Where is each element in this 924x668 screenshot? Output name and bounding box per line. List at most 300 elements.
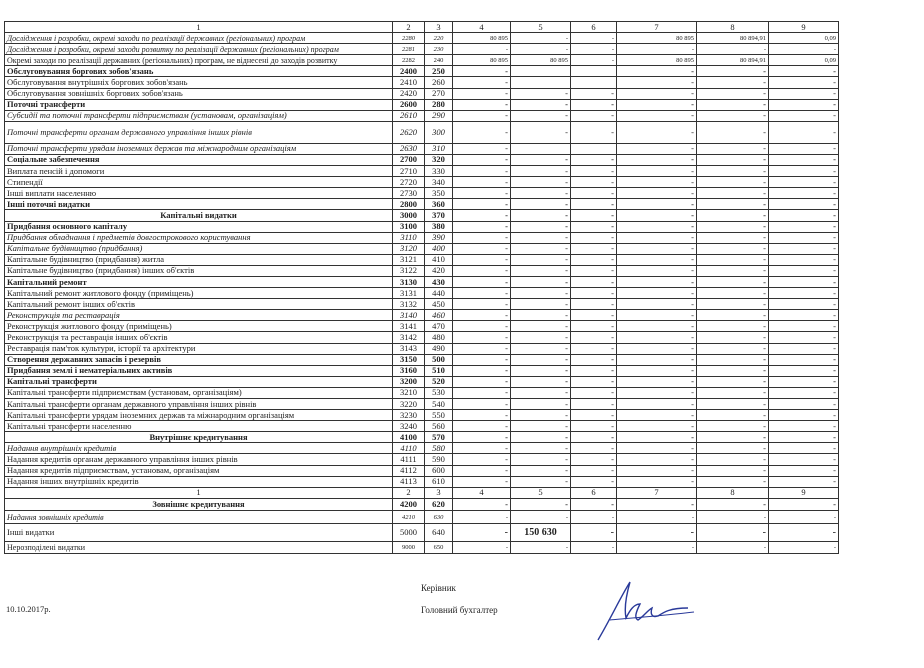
row-value: -	[697, 221, 769, 232]
row-value: -	[453, 88, 511, 99]
row-name: Надання інших внутрішніх кредитів	[5, 476, 393, 487]
row-code: 4113	[393, 476, 425, 487]
row-value: -	[571, 265, 617, 276]
column-number: 5	[511, 22, 571, 33]
row-line-number: 590	[425, 454, 453, 465]
row-value: -	[769, 110, 839, 121]
row-value: -	[617, 99, 697, 110]
table-row	[5, 243, 839, 254]
row-value: -	[511, 33, 571, 44]
row-line-number: 380	[425, 221, 453, 232]
row-code: 3142	[393, 332, 425, 343]
row-value: -	[453, 166, 511, 177]
row-name: Капітальний ремонт житлового фонду (приміщень)	[5, 288, 393, 299]
table-row	[5, 454, 839, 465]
row-code: 4210	[393, 511, 425, 524]
row-value: -	[617, 410, 697, 421]
row-value: -	[571, 44, 617, 55]
row-name: Капітальний ремонт	[5, 276, 393, 287]
row-value: -	[617, 511, 697, 524]
table-row	[5, 33, 839, 44]
row-value: -	[453, 454, 511, 465]
row-value: -	[511, 299, 571, 310]
row-code: 4110	[393, 443, 425, 454]
row-value: -	[769, 77, 839, 88]
row-value: -	[697, 310, 769, 321]
row-value: -	[617, 310, 697, 321]
row-value: -	[571, 498, 617, 511]
row-line-number: 490	[425, 343, 453, 354]
row-value: 80 895	[453, 33, 511, 44]
row-value: -	[571, 88, 617, 99]
row-name: Капітальні трансферти урядам іноземних держав та міжнародним організаціям	[5, 410, 393, 421]
row-name: Капітальний ремонт інших об'єктів	[5, 299, 393, 310]
row-name: Капітальні трансферти	[5, 376, 393, 387]
row-value: -	[511, 232, 571, 243]
table-row	[5, 288, 839, 299]
row-line-number: 330	[425, 166, 453, 177]
row-value: -	[617, 376, 697, 387]
row-value: -	[571, 310, 617, 321]
row-value: -	[453, 498, 511, 511]
row-name: Надання зовнішніх кредитів	[5, 511, 393, 524]
row-value	[511, 66, 571, 77]
row-name: Окремі заходи по реалізації державних (регіональних) програм, не віднесені до заходів розвитку	[5, 55, 393, 66]
row-value: -	[571, 332, 617, 343]
column-number: 3	[425, 487, 453, 498]
row-code: 3120	[393, 243, 425, 254]
row-value: -	[769, 66, 839, 77]
row-value: -	[617, 154, 697, 165]
row-value: -	[511, 288, 571, 299]
row-value: -	[769, 232, 839, 243]
row-value: -	[769, 188, 839, 199]
chief-accountant-label: Головний бухгалтер	[421, 605, 498, 615]
row-value: -	[617, 166, 697, 177]
row-value: -	[769, 541, 839, 554]
row-line-number: 630	[425, 511, 453, 524]
table-row	[5, 465, 839, 476]
row-name: Реставрація пам'ток культури, історії та архітектури	[5, 343, 393, 354]
row-value: -	[453, 365, 511, 376]
row-line-number: 240	[425, 55, 453, 66]
row-code: 2720	[393, 177, 425, 188]
row-value: 0,09	[769, 33, 839, 44]
row-value: -	[571, 432, 617, 443]
table-row	[5, 343, 839, 354]
row-value: -	[617, 254, 697, 265]
column-number: 9	[769, 487, 839, 498]
row-value: -	[769, 399, 839, 410]
row-line-number: 570	[425, 432, 453, 443]
row-name: Капітальні трансферти підприємствам (установам, організаціям)	[5, 387, 393, 398]
row-value: -	[769, 332, 839, 343]
row-value: -	[697, 88, 769, 99]
row-code: 2420	[393, 88, 425, 99]
row-value: -	[769, 299, 839, 310]
row-line-number: 520	[425, 376, 453, 387]
table-row	[5, 276, 839, 287]
row-value: 80 895	[453, 55, 511, 66]
row-code: 4111	[393, 454, 425, 465]
row-code: 2400	[393, 66, 425, 77]
row-value: -	[617, 541, 697, 554]
row-name: Капітальне будівництво (придбання) житла	[5, 254, 393, 265]
row-value: -	[617, 399, 697, 410]
row-value: -	[697, 254, 769, 265]
row-value: -	[571, 33, 617, 44]
row-value: -	[571, 210, 617, 221]
row-value: -	[769, 365, 839, 376]
row-name: Соціальне забезпечення	[5, 154, 393, 165]
row-code: 3240	[393, 421, 425, 432]
row-line-number: 320	[425, 154, 453, 165]
row-value: -	[769, 511, 839, 524]
row-value: -	[453, 354, 511, 365]
row-value: -	[769, 210, 839, 221]
row-name: Інші виплати населенню	[5, 188, 393, 199]
row-name: Придбання основного капіталу	[5, 221, 393, 232]
row-value: -	[511, 354, 571, 365]
row-value: -	[571, 465, 617, 476]
row-name: Зовнішнє кредитування	[5, 498, 393, 511]
row-value: -	[511, 376, 571, 387]
row-value: -	[571, 243, 617, 254]
row-value: -	[453, 44, 511, 55]
table-row	[5, 498, 839, 511]
table-row	[5, 511, 839, 524]
row-code: 3220	[393, 399, 425, 410]
row-value: -	[453, 399, 511, 410]
row-value: -	[453, 310, 511, 321]
row-value: -	[769, 99, 839, 110]
table-row	[5, 399, 839, 410]
row-value: -	[453, 99, 511, 110]
row-value: -	[571, 354, 617, 365]
row-value: -	[453, 199, 511, 210]
table-row	[5, 410, 839, 421]
row-code: 9000	[393, 541, 425, 554]
row-line-number: 560	[425, 421, 453, 432]
row-value: -	[453, 66, 511, 77]
row-value: -	[511, 321, 571, 332]
row-value: -	[453, 121, 511, 143]
column-number: 5	[511, 487, 571, 498]
row-value: -	[511, 432, 571, 443]
row-value: -	[617, 143, 697, 154]
row-line-number: 540	[425, 399, 453, 410]
row-value: -	[453, 541, 511, 554]
row-value: -	[571, 421, 617, 432]
row-value: -	[617, 265, 697, 276]
row-code: 3100	[393, 221, 425, 232]
row-value: -	[697, 511, 769, 524]
row-value: -	[571, 321, 617, 332]
row-value: 80 895	[617, 55, 697, 66]
row-code: 2630	[393, 143, 425, 154]
table-row	[5, 523, 839, 541]
column-number: 8	[697, 487, 769, 498]
row-value: -	[697, 454, 769, 465]
row-name: Реконструкція та реставрація	[5, 310, 393, 321]
row-value: -	[769, 143, 839, 154]
row-value: -	[511, 511, 571, 524]
row-name: Інші видатки	[5, 523, 393, 541]
column-number-row	[5, 22, 839, 33]
row-value: -	[453, 265, 511, 276]
column-number: 2	[393, 487, 425, 498]
row-value: -	[617, 88, 697, 99]
row-line-number: 530	[425, 387, 453, 398]
row-value: -	[617, 243, 697, 254]
table-row	[5, 421, 839, 432]
row-value	[571, 66, 617, 77]
row-value: -	[571, 443, 617, 454]
row-value: -	[617, 210, 697, 221]
row-value: -	[769, 443, 839, 454]
row-value: -	[697, 321, 769, 332]
table-row	[5, 299, 839, 310]
row-value	[571, 77, 617, 88]
row-value: -	[453, 387, 511, 398]
row-value: 0,09	[769, 55, 839, 66]
row-value: -	[769, 421, 839, 432]
table-row	[5, 44, 839, 55]
row-name: Стипендії	[5, 177, 393, 188]
row-value: -	[697, 476, 769, 487]
row-code: 3132	[393, 299, 425, 310]
row-value: -	[511, 188, 571, 199]
row-value: -	[453, 221, 511, 232]
row-line-number: 250	[425, 66, 453, 77]
row-name: Обслуговування зовнішніх боргових зобов'язань	[5, 88, 393, 99]
row-value: -	[769, 343, 839, 354]
row-value: -	[511, 365, 571, 376]
row-line-number: 300	[425, 121, 453, 143]
row-value: -	[769, 288, 839, 299]
row-value: -	[617, 498, 697, 511]
row-value: -	[453, 321, 511, 332]
row-value: -	[453, 154, 511, 165]
table-row	[5, 387, 839, 398]
row-line-number: 420	[425, 265, 453, 276]
row-value: -	[697, 410, 769, 421]
column-number: 9	[769, 22, 839, 33]
row-value: -	[697, 523, 769, 541]
row-name: Виплата пенсій і допомоги	[5, 166, 393, 177]
row-line-number: 270	[425, 88, 453, 99]
row-value: -	[769, 177, 839, 188]
row-value: -	[697, 354, 769, 365]
row-value: -	[769, 310, 839, 321]
row-line-number: 430	[425, 276, 453, 287]
row-value: -	[571, 276, 617, 287]
row-value: -	[617, 221, 697, 232]
row-value: -	[571, 99, 617, 110]
row-value: -	[453, 443, 511, 454]
column-number: 4	[453, 22, 511, 33]
row-value: -	[453, 465, 511, 476]
row-value: -	[617, 66, 697, 77]
row-name: Дослідження і розробки, окремі заходи розвитку по реалізації державних (регіональних) програм	[5, 44, 393, 55]
table-row	[5, 110, 839, 121]
row-name: Інші поточні видатки	[5, 199, 393, 210]
row-value: -	[511, 210, 571, 221]
row-value: -	[511, 177, 571, 188]
row-value: -	[769, 432, 839, 443]
row-code: 3230	[393, 410, 425, 421]
row-value: -	[697, 166, 769, 177]
column-number: 3	[425, 22, 453, 33]
row-value: -	[697, 541, 769, 554]
row-line-number: 360	[425, 199, 453, 210]
row-value: -	[697, 110, 769, 121]
table-row	[5, 432, 839, 443]
row-value: -	[697, 232, 769, 243]
row-value: -	[511, 243, 571, 254]
row-value: -	[453, 188, 511, 199]
row-line-number: 650	[425, 541, 453, 554]
table-row	[5, 254, 839, 265]
table-row	[5, 199, 839, 210]
row-name: Надання внутрішніх кредитів	[5, 443, 393, 454]
row-value: -	[571, 121, 617, 143]
row-value: -	[511, 166, 571, 177]
row-value: -	[511, 465, 571, 476]
row-code: 4100	[393, 432, 425, 443]
row-value: -	[453, 77, 511, 88]
row-value: -	[453, 343, 511, 354]
row-value: -	[453, 432, 511, 443]
row-value: -	[453, 511, 511, 524]
row-value: -	[697, 387, 769, 398]
row-value: -	[453, 143, 511, 154]
row-value: -	[769, 154, 839, 165]
row-value: -	[571, 110, 617, 121]
row-value: -	[453, 254, 511, 265]
table-row	[5, 541, 839, 554]
row-value: -	[769, 166, 839, 177]
row-name: Поточні трансферти урядам іноземних держав та міжнародним організаціям	[5, 143, 393, 154]
row-code: 3140	[393, 310, 425, 321]
row-value: -	[511, 199, 571, 210]
row-name: Капітальне будівництво (придбання) інших об'єктів	[5, 265, 393, 276]
row-value: 80 895	[511, 55, 571, 66]
row-code: 2800	[393, 199, 425, 210]
row-line-number: 390	[425, 232, 453, 243]
row-value: -	[571, 177, 617, 188]
row-value: -	[571, 299, 617, 310]
column-number: 8	[697, 22, 769, 33]
row-value: -	[769, 321, 839, 332]
row-value: -	[697, 66, 769, 77]
row-value: 80 894,91	[697, 33, 769, 44]
row-code: 2282	[393, 55, 425, 66]
row-value: -	[697, 154, 769, 165]
row-line-number: 230	[425, 44, 453, 55]
row-value: -	[697, 77, 769, 88]
row-name: Реконструкція та реставрація інших об'єктів	[5, 332, 393, 343]
row-value: -	[511, 276, 571, 287]
row-line-number: 260	[425, 77, 453, 88]
row-value: -	[697, 188, 769, 199]
row-code: 2410	[393, 77, 425, 88]
row-code: 3121	[393, 254, 425, 265]
row-code: 3110	[393, 232, 425, 243]
row-value: -	[453, 376, 511, 387]
row-line-number: 440	[425, 288, 453, 299]
table-row	[5, 99, 839, 110]
row-value: -	[617, 110, 697, 121]
row-value: -	[769, 354, 839, 365]
row-name: Капітальне будівництво (придбання)	[5, 243, 393, 254]
row-value: -	[511, 44, 571, 55]
row-value: -	[617, 443, 697, 454]
row-value: -	[571, 511, 617, 524]
row-code: 3143	[393, 343, 425, 354]
row-value: -	[769, 410, 839, 421]
row-value: -	[769, 376, 839, 387]
table-row	[5, 143, 839, 154]
row-code: 2700	[393, 154, 425, 165]
table-row	[5, 476, 839, 487]
row-name: Надання кредитів підприємствам, установам, організаціям	[5, 465, 393, 476]
table-row	[5, 188, 839, 199]
row-value: -	[697, 265, 769, 276]
table-row	[5, 66, 839, 77]
row-value: -	[617, 199, 697, 210]
report-date: 10.10.2017р.	[6, 604, 51, 614]
row-value	[511, 143, 571, 154]
row-value: -	[453, 177, 511, 188]
row-value: -	[697, 143, 769, 154]
row-value: -	[617, 232, 697, 243]
table-row	[5, 365, 839, 376]
row-code: 2610	[393, 110, 425, 121]
table-row	[5, 88, 839, 99]
row-value: -	[571, 541, 617, 554]
row-code: 3131	[393, 288, 425, 299]
row-value: -	[617, 387, 697, 398]
row-value: 80 895	[617, 33, 697, 44]
table-row	[5, 332, 839, 343]
table-row	[5, 321, 839, 332]
row-value: -	[511, 310, 571, 321]
row-value: 80 894,91	[697, 55, 769, 66]
row-value: -	[769, 243, 839, 254]
row-name: Капітальні видатки	[5, 210, 393, 221]
row-value: -	[769, 523, 839, 541]
table-row	[5, 310, 839, 321]
row-value: -	[697, 243, 769, 254]
row-value: -	[511, 99, 571, 110]
row-value: -	[769, 44, 839, 55]
column-number-row	[5, 487, 839, 498]
row-value: -	[617, 523, 697, 541]
row-value: -	[511, 154, 571, 165]
row-code: 3141	[393, 321, 425, 332]
row-value: -	[769, 265, 839, 276]
table-row	[5, 376, 839, 387]
row-code: 3210	[393, 387, 425, 398]
row-name: Надання кредитів органам державного управління інших рівнів	[5, 454, 393, 465]
row-value: -	[697, 177, 769, 188]
row-value: -	[453, 232, 511, 243]
row-value: -	[617, 354, 697, 365]
row-line-number: 410	[425, 254, 453, 265]
row-value: -	[511, 254, 571, 265]
row-value: -	[769, 454, 839, 465]
